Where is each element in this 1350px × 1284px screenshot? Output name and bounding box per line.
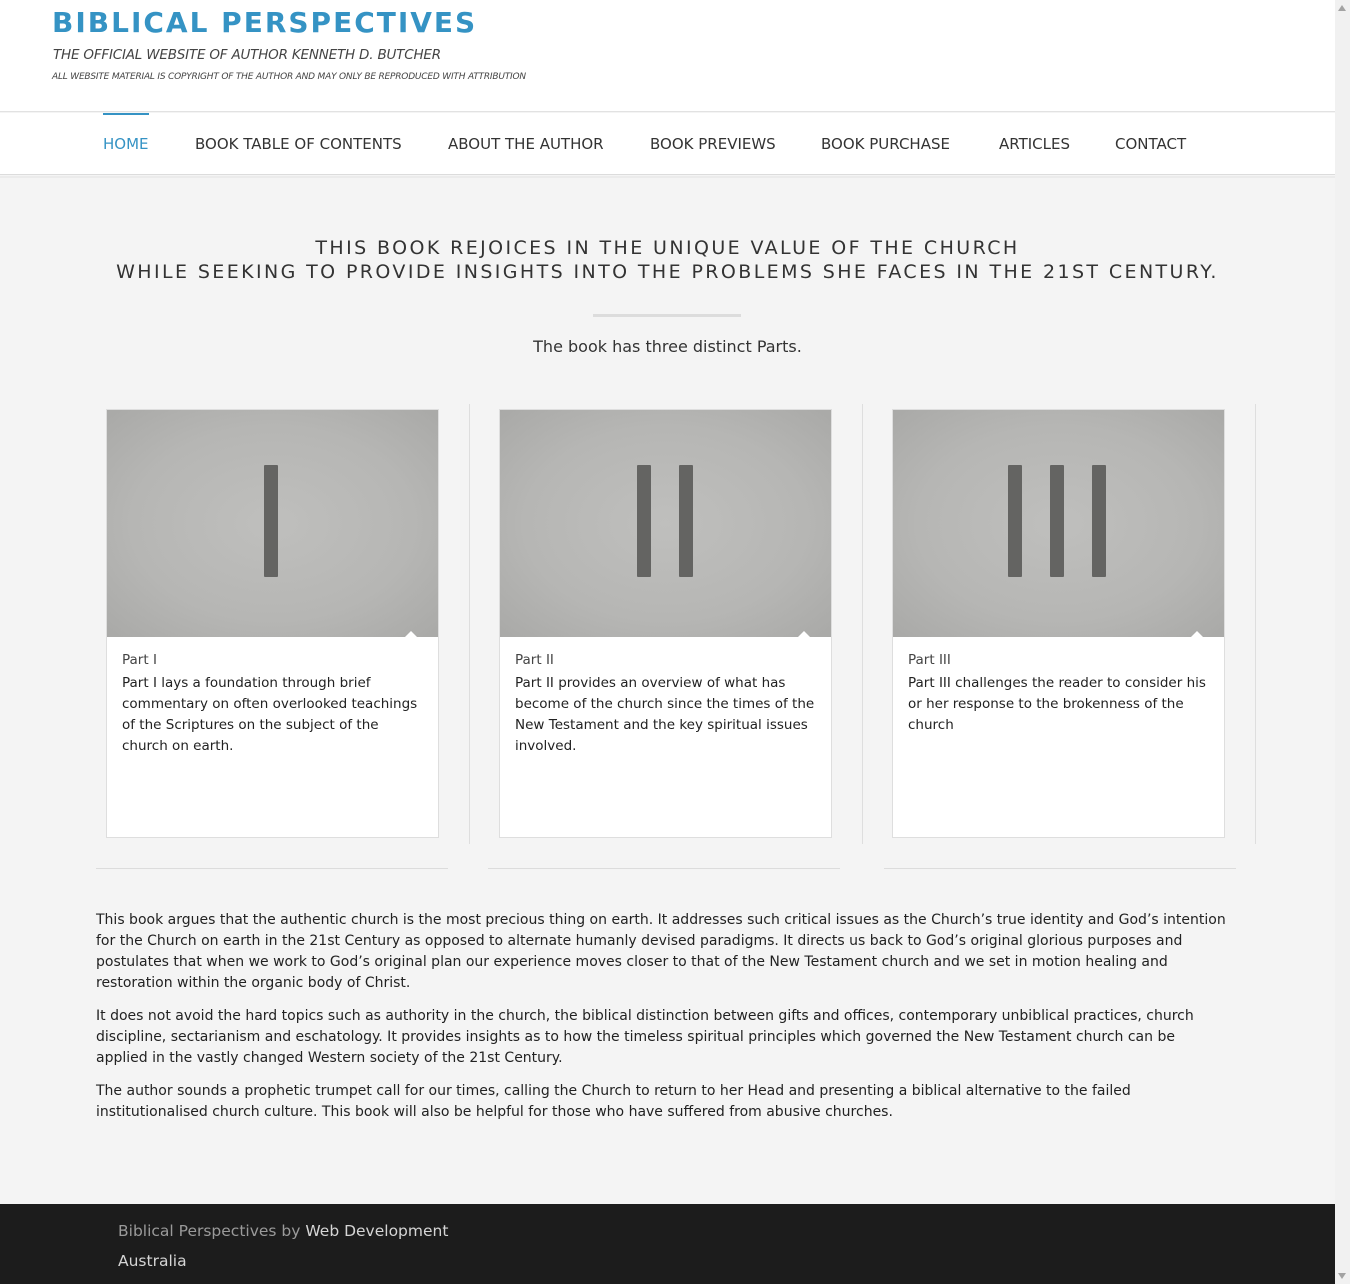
nav-item-book-purchase[interactable]: BOOK PURCHASE [821,135,950,153]
nav-item-book-previews[interactable]: BOOK PREVIEWS [650,135,776,153]
body-paragraph-2: It does not avoid the hard topics such as authority in the church, the biblical distinction between gifts and offices, contemporary unbiblical practices, church discipline, sectarianism and eschatology. It provides insights as to how the timeless spiritual principles which governed the New Testament church can be applied in the vastly changed Western society of the 21st Century. [96,1008,1194,1066]
section-divider [488,868,840,869]
vertical-scrollbar[interactable] [1335,0,1350,1284]
part-1-image[interactable] [107,410,438,637]
nav-item-about-the-author[interactable]: ABOUT THE AUTHOR [448,135,604,153]
card-notch [797,631,811,638]
site-tagline: THE OFFICIAL WEBSITE OF AUTHOR KENNETH D. BUTCHER [53,47,441,63]
section-divider [96,868,448,869]
footer-credit-prefix: Biblical Perspectives by [118,1222,306,1240]
site-footer [0,1204,1335,1284]
nav-item-articles[interactable]: ARTICLES [999,135,1071,153]
card-notch [1190,631,1204,638]
body-paragraph-3: The author sounds a prophetic trumpet call for our times, calling the Church to return to her Head and presenting a biblical alternative to the failed institutionalised church culture. This book will also be helpful for those who have suffered from abusive churches. [96,1083,1131,1120]
hero-line-2: WHILE SEEKING TO PROVIDE INSIGHTS INTO THE PROBLEMS SHE FACES IN THE 21ST CENTURY. [116,261,1219,283]
scroll-down-arrow-icon[interactable] [1338,1273,1346,1279]
part-card-2[interactable] [499,409,832,838]
main-nav [0,113,1335,175]
roman-numeral-bar [264,465,278,577]
part-2-description: Part II provides an overview of what has become of the church since the times of the New Testament and the key spiritual issues involved. [515,675,815,754]
card-notch [404,631,418,638]
part-3-title[interactable]: Part III [908,652,951,668]
part-1-title[interactable]: Part I [122,652,157,668]
hero-heading [0,236,1335,284]
roman-numeral-bar [1050,465,1064,577]
scrollbar-thumb[interactable] [1337,16,1348,1266]
nav-divider [0,176,1335,178]
part-3-description: Part III challenges the reader to consider his or her response to the brokenness of the church [908,675,1206,733]
site-header [0,0,1335,112]
footer-credit-link[interactable]: Web Development Australia [118,1222,449,1270]
body-paragraph-1: This book argues that the authentic church is the most precious thing on earth. It addresses such critical issues as the Church’s true identity and God’s intention for the Church on earth in the 21st Century as opposed to alternate humanly devised paradigms. It directs us back to God’s original glorious purposes and postulates that when we work to God’s original plan our experience moves closer to that of the New Testament church and we set in motion healing and restoration within the organic body of Christ. [96,912,1226,991]
part-1-description: Part I lays a foundation through brief commentary on often overlooked teachings of the Scriptures on the subject of the church on earth. [122,675,418,754]
parts-subheading: The book has three distinct Parts. [533,337,802,356]
section-divider [884,868,1236,869]
column-divider [862,404,863,844]
roman-numeral-bar [1008,465,1022,577]
part-2-image[interactable] [500,410,831,637]
part-card-3[interactable] [892,409,1225,838]
site-title[interactable]: BIBLICAL PERSPECTIVES [52,6,478,39]
part-card-1[interactable] [106,409,439,838]
nav-item-home[interactable]: HOME [103,113,149,175]
hero-line-1: THIS BOOK REJOICES IN THE UNIQUE VALUE OF THE CHURCH [315,237,1020,259]
part-3-image[interactable] [893,410,1224,637]
part-2-title[interactable]: Part II [515,652,554,668]
nav-item-book-table-of-contents[interactable]: BOOK TABLE OF CONTENTS [195,135,402,153]
scroll-up-arrow-icon[interactable] [1338,5,1346,11]
hero-divider [593,314,741,317]
footer-credit [118,1216,458,1276]
column-divider [469,404,470,844]
copyright-notice: ALL WEBSITE MATERIAL IS COPYRIGHT OF THE AUTHOR AND MAY ONLY BE REPRODUCED WITH ATTRIBUTION [52,72,526,82]
roman-numeral-bar [679,465,693,577]
nav-item-contact[interactable]: CONTACT [1115,135,1187,153]
roman-numeral-bar [1092,465,1106,577]
roman-numeral-bar [637,465,651,577]
column-divider [1255,404,1256,844]
